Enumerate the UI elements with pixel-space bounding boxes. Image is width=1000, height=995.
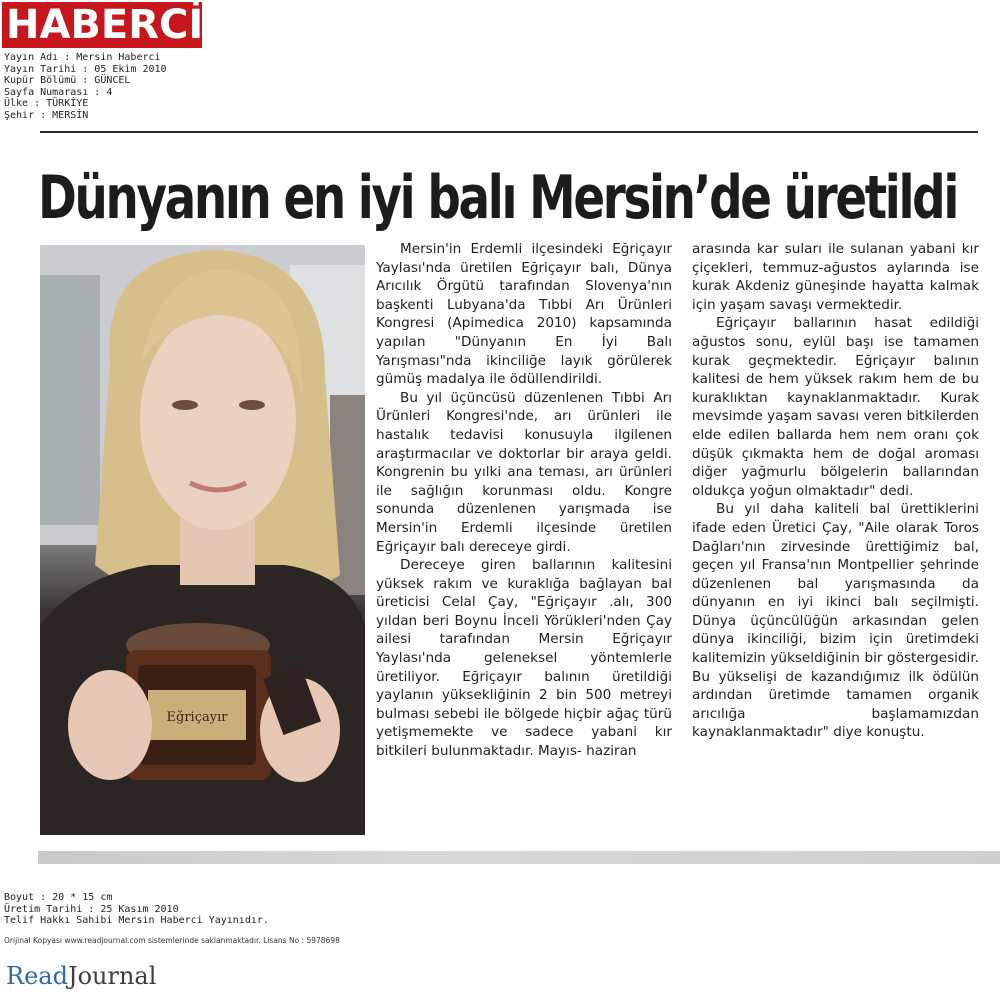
footer-copyright: Telif Hakkı Sahibi Mersin Haberci Yayınıdır. bbox=[4, 915, 269, 926]
article-paragraph: Dereceye giren ballarının kalitesini yüksek rakım ve kuraklığa bağlayan bal üreticisi Celal Çay, "Eğriçayır .alı, 300 yıldan beri Boynu İnceli Yörükleri'nden Çay ailesi tarafından Mersin Eğriçayır Yaylası'nda geleneksel yöntemlerle üretiliyor. Eğriçayır balının üretildiği yaylanın yüksekliğinin 2 bin 500 metreyi bulması sebebi ile bölgede hiçbir ağaç türü yetişmemekte ve sadece yabani kır bitkileri bulunmaktadır. Mayıs- haziran bbox=[376, 557, 672, 760]
clipping-footer bbox=[4, 892, 504, 927]
bottom-divider-bar bbox=[38, 851, 1000, 864]
original-copy-note: Orijinal Kopyası www.readjournal.com sistemlerinde saklanmaktadır. Lisans No : 5978698 bbox=[4, 936, 340, 945]
jar-label-text: Eğriçayır bbox=[166, 710, 228, 725]
meta-publication-name: Yayın Adı : Mersin Haberci bbox=[4, 52, 161, 63]
woman-with-honey-jar-image bbox=[40, 245, 365, 835]
article-photo bbox=[40, 245, 365, 835]
meta-country: Ülke : TÜRKİYE bbox=[4, 98, 89, 109]
article-headline: Dünyanın en iyi balı Mersin’de üretildi bbox=[38, 163, 958, 233]
article-paragraph: Bu yıl daha kaliteli bal ürettiklerini ifade eden Üretici Çay, "Aile olarak Toros Dağları'nın zirvesinde ürettiğimiz bal, geçen yıl Fransa'nın Montpellier şehrinde düzenlenen bal yarışmasında da dünyanın en iyi ikinci balı seçilmişti. Dünya üçüncülüğün arkasından gelen dünya ikinciliği, bizim için üretimdeki kalitemizin yükseldiğinin bir göstergesidir. Bu yükselişi de kazandığımız ilk ödülün ardından üretimde tamamen organik arıcılığa başlamamızdan kaynaklanmaktadır" diye konuştu. bbox=[692, 501, 979, 741]
article-column-1 bbox=[376, 240, 672, 761]
meta-page-number: Sayfa Numarası : 4 bbox=[4, 86, 113, 98]
meta-city: Şehir : MERSİN bbox=[4, 109, 89, 121]
article-paragraph: Bu yıl üçüncüsü düzenlenen Tıbbi Arı Ürünleri Kongresi'nde, arı ürünleri ile hastalık tedavisi konusuyla ilgilenen araştırmacılar ve doktorlar bir araya geldi. Kongrenin bu yılki ana teması, arı ürünleri ile sağlığın korunması oldu. Kongre sonunda düzenlenen yarışmada ise Mersin'in Erdemli ilçesinde üretilen Eğriçayır balı dereceye girdi. bbox=[376, 389, 672, 555]
footer-production-date: Üretim Tarihi : 25 Kasım 2010 bbox=[4, 903, 179, 915]
article-column-2 bbox=[692, 240, 979, 742]
readjournal-logo-journal: Journal bbox=[67, 962, 157, 990]
footer-size: Boyut : 20 * 15 cm bbox=[4, 892, 113, 903]
publication-meta bbox=[4, 52, 304, 121]
readjournal-logo bbox=[6, 960, 156, 992]
masthead-logo: HABERCİ bbox=[2, 2, 202, 48]
meta-publication-date: Yayın Tarihi : 05 Ekim 2010 bbox=[4, 63, 167, 75]
article-paragraph: arasında kar suları ile sulanan yabani kır çiçekleri, temmuz-ağustos aylarında ise kurak Akdeniz güneşinde hayatta kalmak için yaşam savaşı vermektedir. bbox=[692, 241, 979, 313]
article-paragraph: Mersin'in Erdemli ilçesindeki Eğriçayır Yaylası'nda üretilen Eğriçayır balı, Dünya Arıcılık Örgütü tarafından Slovenya'nın başkenti Lubyana'da Tıbbi Arı Ürünleri Kongresi (Apimedica 2010) kapsamında yapılan "Dünyanın En İyi Balı Yarışması"nda ikinciliğe layık görülerek gümüş madalya ile ödüllendirildi. bbox=[376, 241, 672, 388]
article-paragraph: Eğriçayır ballarının hasat edildiği ağustos sonu, eylül başı ise tamamen kurak geçmektedir. Eğriçayır balının kalitesi de hem yüksek rakım hem de bu kuraklıktan kaynaklanmaktadır. Kurak mevsimde yaşam savası veren bitkilerden elde edilen ballarda hem nem oranı çok düşük çıkmakta hem de doğal aroması diğer yağmurlu bölgelerin ballarından oldukça yoğun olmaktadır" dedi. bbox=[692, 315, 979, 499]
meta-section: Kupür Bölümü : GÜNCEL bbox=[4, 75, 131, 86]
readjournal-logo-read: Read bbox=[6, 962, 68, 990]
top-divider bbox=[40, 131, 978, 133]
